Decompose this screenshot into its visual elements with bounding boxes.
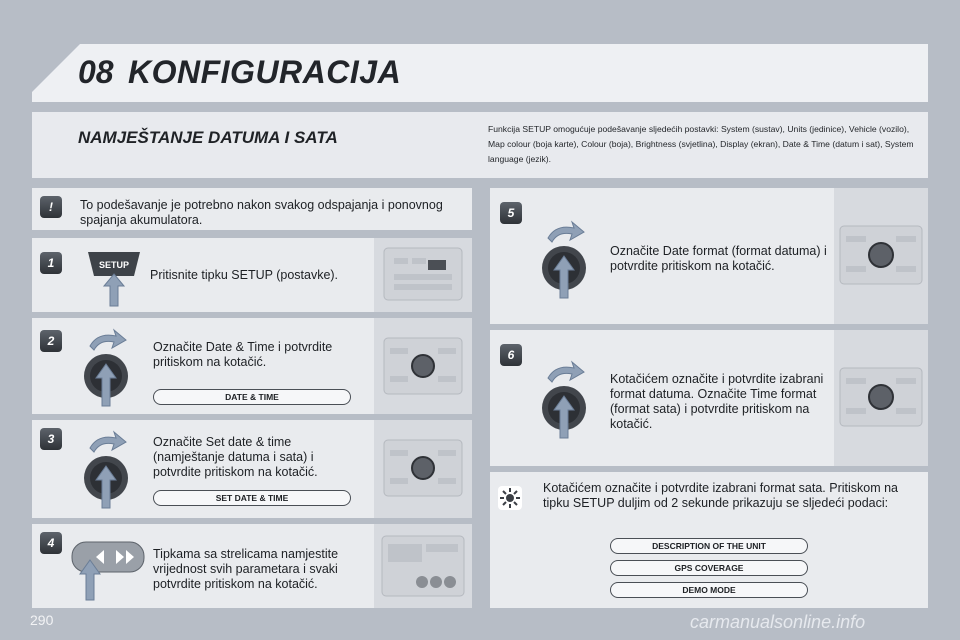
step-4-text: Tipkama sa strelicama namjestite vrijednost svih parametara i svaki potvrdite pritiskom na kotačić. xyxy=(153,547,339,591)
watermark: carmanualsonline.info xyxy=(690,612,866,632)
chapter-title: KONFIGURACIJA xyxy=(128,54,402,90)
arrow-keys-icon xyxy=(68,536,148,602)
set-date-time-menu-item: SET DATE & TIME xyxy=(153,490,351,506)
step-4-badge: 4 xyxy=(40,532,62,554)
radio-panel-knob-icon xyxy=(374,318,472,414)
step-3-badge: 3 xyxy=(40,428,62,450)
step-5-text: Označite Date format (format datuma) i potvrdite pritiskom na kotačić. xyxy=(610,244,827,273)
radio-panel-icon xyxy=(374,238,472,312)
step-6-illustration xyxy=(834,330,928,466)
step-5-illustration xyxy=(834,188,928,324)
step-1-illustration xyxy=(374,238,472,312)
step-2-text: Označite Date & Time i potvrdite pritiskom na kotačić. xyxy=(153,340,333,369)
step-4-illustration xyxy=(374,524,472,608)
rotary-knob-icon xyxy=(76,428,136,512)
tip-text: Kotačićem označite i potvrdite izabrani format sata. Pritiskom na tipku SETUP duljim od 2 sekunde prikazuju se sljedeći podaci: xyxy=(543,481,899,510)
step-1-badge: 1 xyxy=(40,252,62,274)
step-6-badge: 6 xyxy=(500,344,522,366)
chapter-number: 08 xyxy=(78,54,114,90)
description-of-unit-menu-item: DESCRIPTION OF THE UNIT xyxy=(610,538,808,554)
radio-panel-knob-icon xyxy=(374,420,472,518)
section-intro-text: Funkcija SETUP omogućuje podešavanje sljedećih postavki: System (sustav), Units (jedinice), Vehicle (vozilo), Map colour (boja karte), Colour (boja), Brightness (svjetlina), Display (ekran), Date & Time (datum i sat), System language (jezik). xyxy=(488,124,914,164)
rotary-knob-icon xyxy=(534,358,594,442)
step-3-illustration xyxy=(374,420,472,518)
svg-text:SETUP: SETUP xyxy=(98,260,130,270)
warning-icon: ! xyxy=(40,196,62,218)
demo-mode-menu-item: DEMO MODE xyxy=(610,582,808,598)
radio-panel-knob-icon xyxy=(834,188,928,324)
gps-coverage-menu-item: GPS COVERAGE xyxy=(610,560,808,576)
step-6-text: Kotačićem označite i potvrdite izabrani format datuma. Označite Time format (format sata) i potvrdite pritiskom na kotačić. xyxy=(610,372,824,431)
step-1-text: Pritisnite tipku SETUP (postavke). xyxy=(150,268,339,282)
page-number: 290 xyxy=(30,612,54,628)
section-title: NAMJEŠTANJE DATUMA I SATA xyxy=(78,128,338,147)
step-5-badge: 5 xyxy=(500,202,522,224)
step-2-badge: 2 xyxy=(40,330,62,352)
setup-button-icon xyxy=(84,246,144,308)
radio-panel-arrows-icon xyxy=(374,524,472,608)
date-time-menu-item: DATE & TIME xyxy=(153,389,351,405)
warning-text: To podešavanje je potrebno nakon svakog odspajanja i ponovnog spajanja akumulatora. xyxy=(80,198,443,227)
radio-panel-knob-icon xyxy=(834,330,928,466)
step-2-illustration xyxy=(374,318,472,414)
rotary-knob-icon xyxy=(534,218,594,302)
sun-tip-icon xyxy=(498,486,522,510)
rotary-knob-icon xyxy=(76,326,136,410)
step-3-text: Označite Set date & time (namještanje datuma i sata) i potvrdite pritiskom na kotačić. xyxy=(153,435,318,479)
